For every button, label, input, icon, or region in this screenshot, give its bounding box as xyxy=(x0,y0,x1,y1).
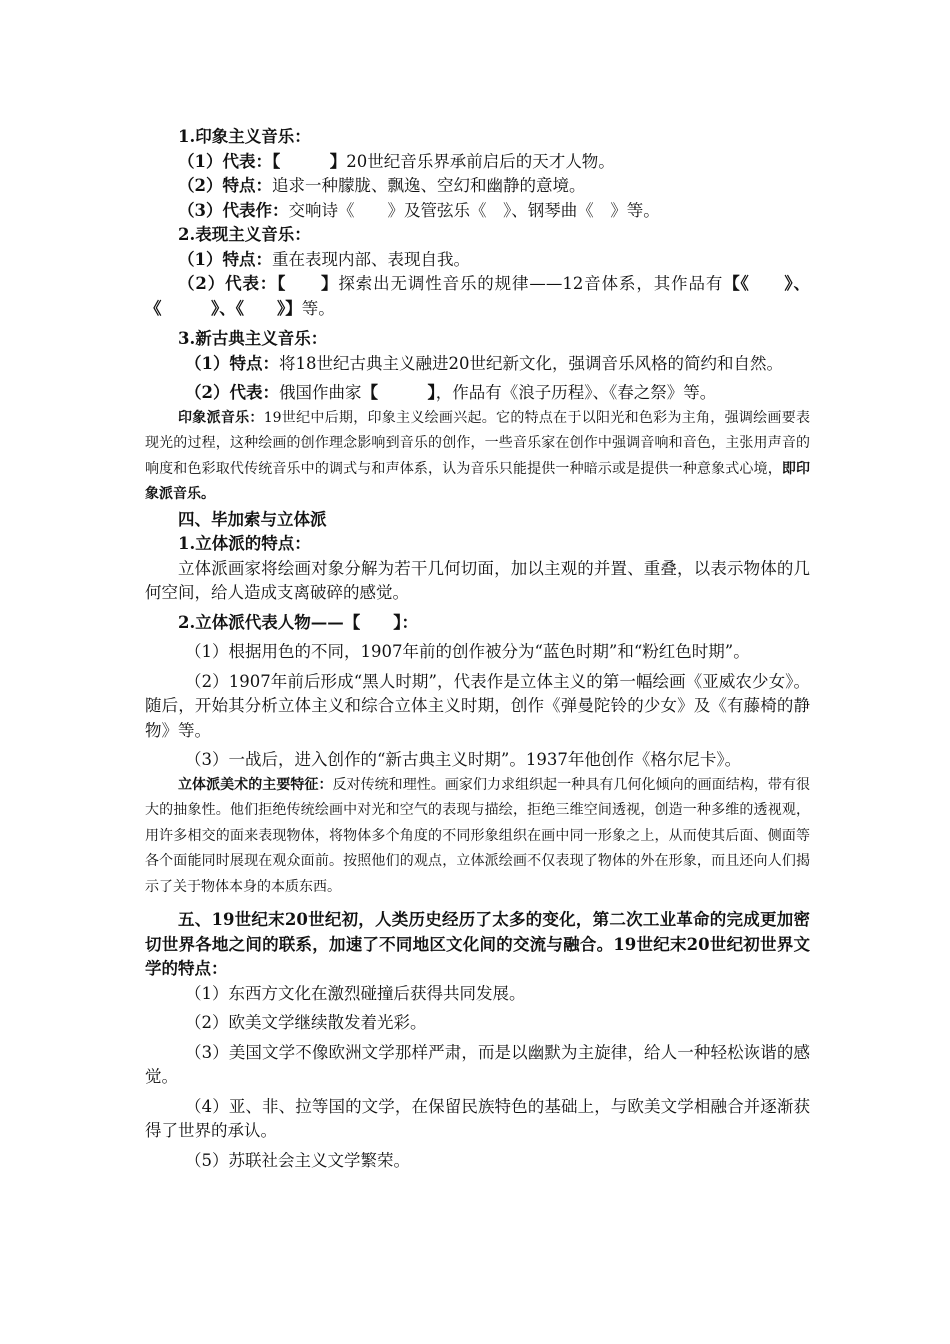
label: （2）代表： xyxy=(185,383,279,402)
label: （1）代表： xyxy=(178,151,272,171)
label: （2）特点： xyxy=(178,176,272,195)
paragraph-impressionism-works xyxy=(145,199,810,224)
text: 重在表现内部、表现自我。 xyxy=(271,249,470,269)
section-heading-impressionism: 1.印象主义音乐： xyxy=(178,127,311,146)
section-heading-picasso: 四、毕加索与立体派 xyxy=(178,509,327,529)
paragraph-impressionism-rep xyxy=(145,150,810,175)
subheading-cubism-representative: 2.立体派代表人物——【 】： xyxy=(178,612,418,632)
answer-blank: 【 】 xyxy=(271,151,347,171)
list-item-literature-4: （4）亚、非、拉等国的文学，在保留民族特色的基础上，与欧美文学相融合并逐渐获得了世界的承认。 xyxy=(145,1096,810,1140)
subheading-cubism-features: 1.立体派的特点： xyxy=(178,534,311,553)
note-label: 立体派美术的主要特征： xyxy=(178,776,333,793)
list-item-picasso-3: （3）一战后，进入创作的“新古典主义时期”。1937年他创作《格尔尼卡》。 xyxy=(185,750,742,769)
list-item-picasso-1: （1）根据用色的不同，1907年前的创作被分为“蓝色时期”和“粉红色时期”。 xyxy=(185,642,750,661)
note-impressionist-music xyxy=(145,406,810,508)
note-text: 19世纪中后期，印象主义绘画兴起。它的特点在于以阳光和色彩为主角，强调绘画要表现光的过程，这种绘画的创作理念影响到音乐的创作，一些音乐家在创作中强调音响和音色，主张用声音的响度和色彩取代传统音乐中的调式与和声体系，认为音乐只能提供一种暗示或是提供一种意象式心境， xyxy=(145,409,811,477)
text-end: 等。 xyxy=(301,298,335,318)
paragraph-cubism-features: 立体派画家将绘画对象分解为若干几何切面，加以主观的并置、重叠，以表示物体的几何空间，给人造成支离破碎的感觉。 xyxy=(145,558,810,602)
text: 追求一种朦胧、飘逸、空幻和幽静的意境。 xyxy=(271,176,586,195)
answer-blank: 【 】 xyxy=(277,274,339,293)
note-cubism-features xyxy=(145,773,810,901)
paragraph-expressionism-feature xyxy=(145,248,810,273)
section-heading-expressionism: 2.表现主义音乐： xyxy=(178,225,311,244)
paragraph-neoclassicism-feature xyxy=(145,352,810,377)
paragraph-neoclassicism-rep xyxy=(145,381,810,406)
document-body xyxy=(145,125,810,1173)
paragraph-expressionism-rep xyxy=(145,272,810,321)
list-item-picasso-2: （2）1907年前后形成“黑人时期”，代表作是立体主义的第一幅绘画《亚威农少女》。随后，开始其分析立体主义和综合立体主义时期，创作《弹曼陀铃的少女》及《有藤椅的静物》等。 xyxy=(145,671,810,740)
label: （3）代表作： xyxy=(178,200,289,220)
section-heading-world-literature: 五、19世纪末20世纪初，人类历史经历了太多的变化，第二次工业革命的完成更加密切世界各地之间的联系，加速了不同地区文化间的交流与融合。19世纪末20世纪初世界文学的特点： xyxy=(145,910,810,978)
list-item-literature-3: （3）美国文学不像欧洲文学那样严肃，而是以幽默为主旋律，给人一种轻松诙谐的感觉。 xyxy=(145,1042,810,1086)
answer-blank: 【 】 xyxy=(361,383,436,402)
label: （1）特点： xyxy=(185,353,279,373)
text: 将18世纪古典主义融进20世纪新文化，强调音乐风格的简约和自然。 xyxy=(278,353,783,373)
answer-blank-works: 【《 》、《 》、《 》】 xyxy=(145,274,811,318)
text: 20世纪音乐界承前启后的天才人物。 xyxy=(346,151,615,171)
paragraph-impressionism-feature xyxy=(145,174,810,199)
list-item-literature-5: （5）苏联社会主义文学繁荣。 xyxy=(185,1150,410,1170)
section-heading-neoclassicism: 3.新古典主义音乐： xyxy=(178,329,328,348)
label: （2）代表： xyxy=(178,274,278,293)
list-item-literature-2: （2）欧美文学继续散发着光彩。 xyxy=(185,1013,427,1032)
text: 交响诗《 》及管弦乐《 》、钢琴曲《 》等。 xyxy=(288,200,660,220)
note-text: 反对传统和理性。画家们力求组织起一种具有几何化倾向的画面结构，带有很大的抽象性。他们拒绝传统绘画中对光和空气的表现与描绘，拒绝三维空间透视，创造一种多维的透视观，用许多相交的面来表现物体，将物体多个角度的不同形象组织在画中同一形象之上，从而使其后面、侧面等各个面能同时展现在观众面前。按照他们的观点，立体派绘画不仅表现了物体的外在形象，而且还向人们揭示了关于物体本身的本质东西。 xyxy=(145,776,810,895)
note-end: 即印象派音乐。 xyxy=(145,460,811,502)
list-item-literature-1: （1）东西方文化在激烈碰撞后获得共同发展。 xyxy=(185,983,526,1003)
text-works: ，作品有《浪子历程》、《春之祭》等。 xyxy=(435,383,717,402)
text: 俄国作曲家 xyxy=(278,383,362,402)
note-label: 印象派音乐： xyxy=(178,409,264,426)
text: 探索出无调性音乐的规律——12音体系，其作品有 xyxy=(338,274,724,293)
label: （1）特点： xyxy=(178,249,272,269)
